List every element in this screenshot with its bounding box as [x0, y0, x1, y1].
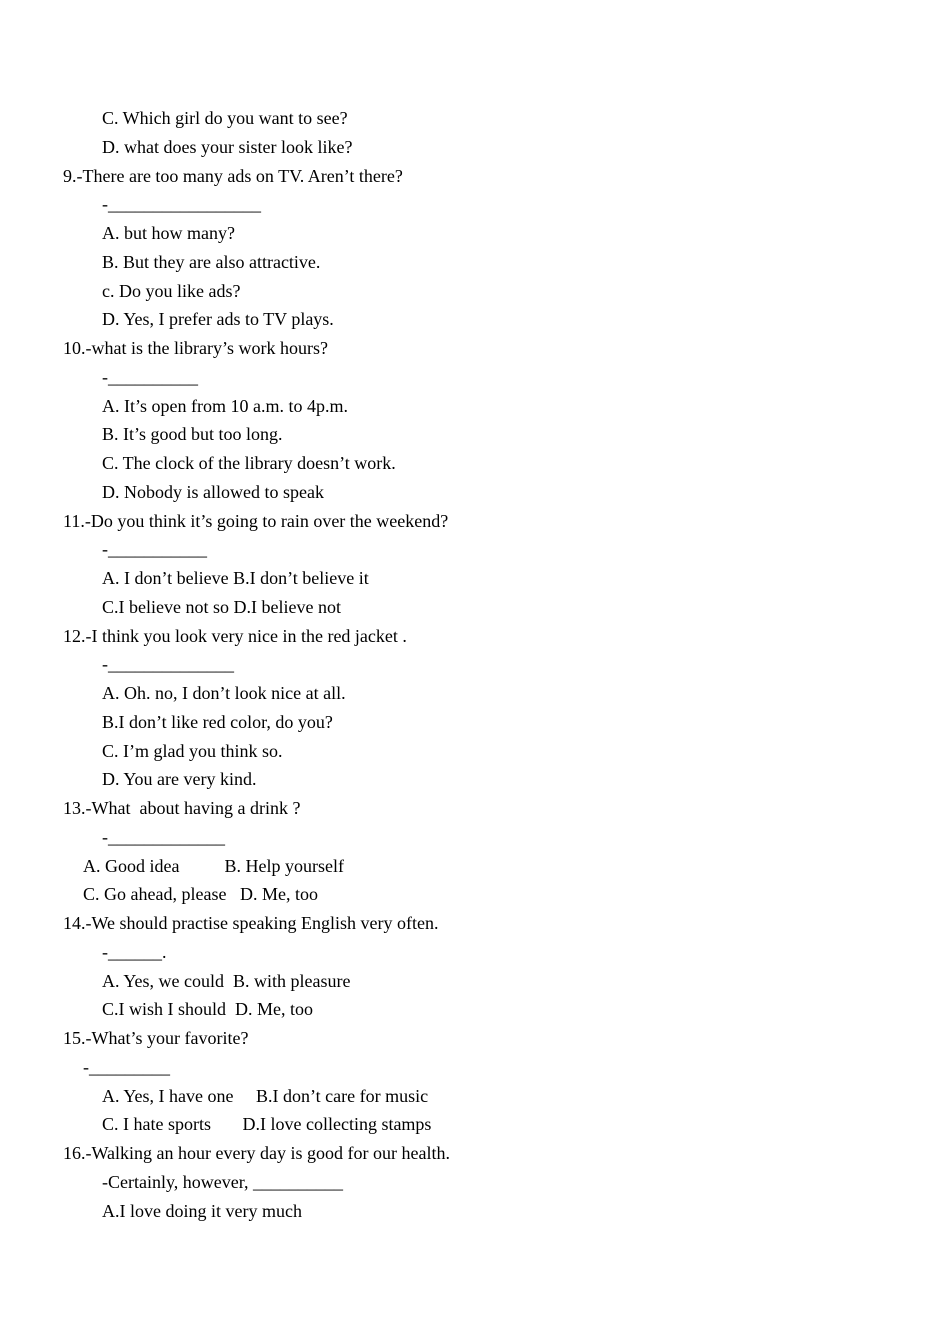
- document-page: [0, 104, 950, 1225]
- option-line: A. Oh. no, I don’t look nice at all.: [102, 683, 346, 703]
- option-line: D. Yes, I prefer ads to TV plays.: [102, 309, 334, 330]
- question-line: 13.-What about having a drink ?: [63, 798, 301, 818]
- answer-blank: -______.: [102, 941, 167, 962]
- answer-blank: -Certainly, however, __________: [102, 1171, 344, 1192]
- answer-blank: -__________: [102, 366, 198, 387]
- option-line: A. but how many?: [102, 223, 235, 243]
- option-line: A. It’s open from 10 a.m. to 4p.m.: [102, 395, 348, 416]
- option-line: C. Go ahead, please D. Me, too: [83, 884, 318, 905]
- option-line: C. Which girl do you want to see?: [102, 108, 348, 128]
- option-line: C. The clock of the library doesn’t work.: [102, 453, 396, 473]
- option-line: A. I don’t believe B.I don’t believe it: [102, 568, 369, 588]
- answer-blank: -_________________: [102, 194, 261, 215]
- question-line: 9.-There are too many ads on TV. Aren’t there?: [63, 165, 403, 186]
- answer-blank: -_________: [83, 1056, 170, 1077]
- question-line: 11.-Do you think it’s going to rain over the weekend?: [63, 510, 449, 531]
- option-line: C.I believe not so D.I believe not: [102, 596, 341, 617]
- option-line: c. Do you like ads?: [102, 280, 241, 301]
- answer-blank: -_____________: [102, 826, 225, 847]
- option-line: D. You are very kind.: [102, 769, 257, 790]
- option-line: A. Yes, I have one B.I don’t care for music: [102, 1085, 429, 1106]
- option-line: C. I’m glad you think so.: [102, 740, 283, 761]
- option-line: C. I hate sports D.I love collecting stamps: [102, 1114, 432, 1135]
- option-line: D. what does your sister look like?: [102, 136, 353, 157]
- option-line: D. Nobody is allowed to speak: [102, 481, 324, 502]
- option-line: B.I don’t like red color, do you?: [102, 711, 333, 732]
- question-line: 15.-What’s your favorite?: [63, 1028, 249, 1048]
- option-line: A.I love doing it very much: [102, 1200, 302, 1221]
- option-line: C.I wish I should D. Me, too: [102, 999, 313, 1020]
- option-line: B. But they are also attractive.: [102, 251, 321, 272]
- question-line: 10.-what is the library’s work hours?: [63, 338, 328, 358]
- answer-blank: -______________: [102, 654, 234, 675]
- option-line: B. It’s good but too long.: [102, 424, 283, 445]
- question-line: 14.-We should practise speaking English very often.: [63, 913, 439, 933]
- option-line: A. Good idea B. Help yourself: [83, 855, 344, 876]
- question-line: 12.-I think you look very nice in the red jacket .: [63, 625, 407, 646]
- answer-blank: -___________: [102, 539, 207, 560]
- option-line: A. Yes, we could B. with pleasure: [102, 970, 351, 991]
- question-line: 16.-Walking an hour every day is good for our health.: [63, 1143, 450, 1163]
